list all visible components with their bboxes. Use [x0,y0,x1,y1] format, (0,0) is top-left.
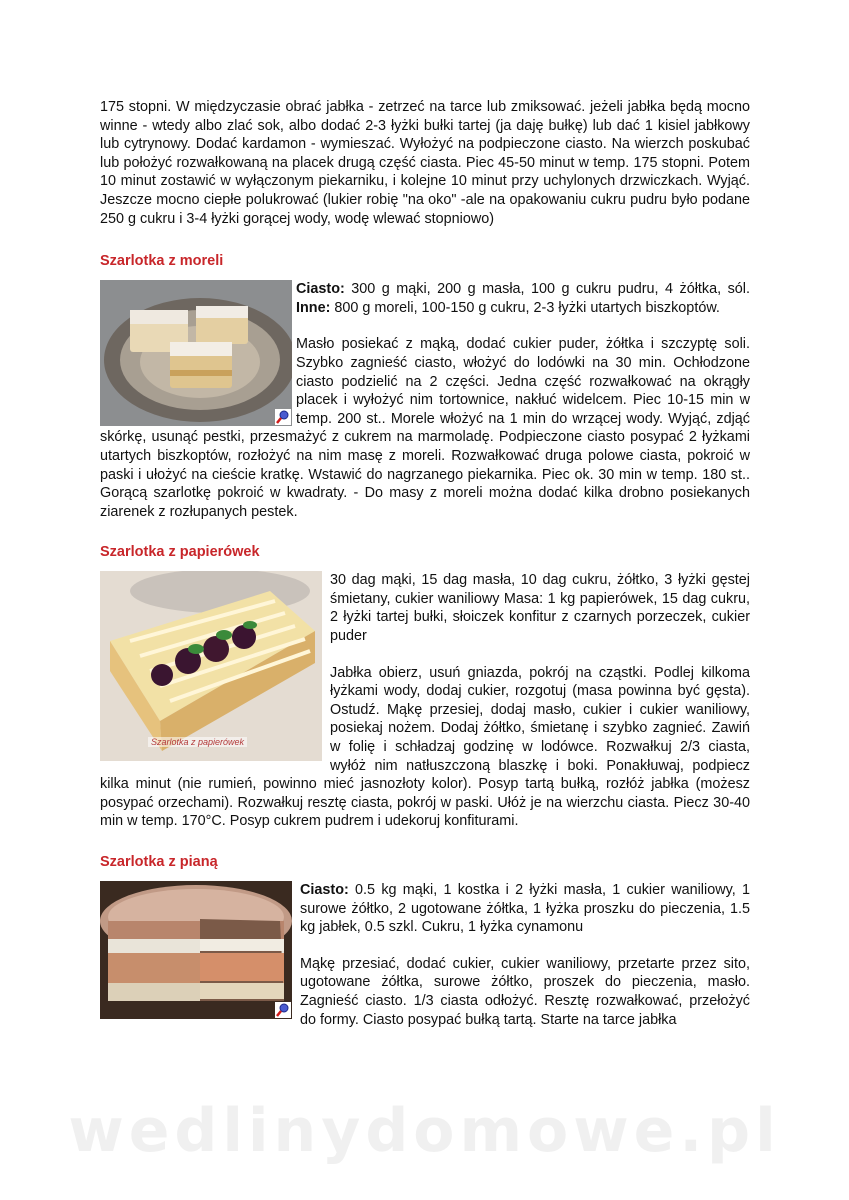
apricot-cake-image [100,280,292,426]
recipe-photo-papierowek [100,571,322,761]
watermark: wedlinydomowe.pl [68,1096,781,1166]
intro-paragraph: 175 stopni. W międzyczasie obrać jabłka - zetrzeć na tarce lub zmiksować. jeżeli jabłka będą mocno winne - wtedy albo zlać sok, albo dodać 2-3 łyżki bułki tartej (ja daję bułkę) lub dać 1 kisiel jabłkowy lub cytrynowy. Dodać kardamon - wymieszać. Wyłożyć na podpieczone ciasto. Na wierzch poskubać lub położyć rozwałkowaną na placek drugą część ciasta. Piec 45-50 minut w temp. 175 stopni. Potem 10 minut zostawić w wyłączonym piekarniku, i kolejne 10 minut przy uchylonych drzwiczkach. Wyjąć. Jeszcze mocno ciepłe polukrować (lukier robię "na oko" -ale na opakowaniu cukru pudru było podane 250 g cukru i 3-4 łyżki gorącej wody, wodę wlewać stopniowo) [100,99,750,227]
recipe-method: Masło posiekać z mąką, dodać cukier puder, żółtka i szczyptę soli. Szybko zagnieść ciasto, włożyć do lodówki na 30 min. Ochłodzone ciasto podzielić na 2 części. Jedna część rozwałkować na okrągły placek i wyłożyć nim tortownice, nakłuć widelcem. Piec 10-15 min w temp. 200 st.. Morele włożyć na 1 min do wrzącej wody. Wyjąć, zdjąć skórkę, usunąć pestki, przesmażyć z cukrem na marmoladę. Podpieczone ciasto posypać 2 łyżkami utartych biszkoptów, rozłożyć na nim masę z moreli. Rozwałkować druga polowe ciasta, pokroić w paski i ułożyć na cieście kratkę. Wstawić do nagrzanego piekarnika. Piec ok. 30 min w temp. 180 st.. Gorącą szarlotkę pokroić w kwadraty. - Do masy z moreli można dodać kilka drobno posiekanych ziarenek z rozłupanych pestek. [100,336,750,520]
zoom-icon[interactable] [275,409,291,425]
zoom-icon[interactable] [275,1002,291,1018]
ingredients-text: 0.5 kg mąki, 1 kostka i 2 łyżki masła, 1 cukier waniliowy, 1 surowe żółtko, 2 ugotowane żółtka, 1 łyżka proszku do pieczenia, 1.5 kg jabłek, 0.5 szkl. Cukru, 1 łyżka cynamonu [300,882,750,936]
recipe-ingredients: 30 dag mąki, 15 dag masła, 10 dag cukru, żółtko, 3 łyżki gęstej śmietany, cukier waniliowy Masa: 1 kg papierówek, 15 dag cukru, 2 łyżki tartej bułki, słoiczek konfitur z czarnych porzeczek, cukier puder [330,572,750,645]
recipe-section-piana [100,853,750,1029]
document-page [100,98,750,1051]
ingredients-text: 800 g moreli, 100-150 g cukru, 2-3 łyżki utartych biszkoptów. [330,299,720,316]
recipe-title: Szarlotka z moreli [100,253,224,270]
meringue-cake-image [100,881,292,1019]
ingredients-label: Ciasto: [300,882,349,898]
apple-cake-image [100,571,322,761]
recipe-photo-moreli [100,280,292,426]
recipe-method: Jabłka obierz, usuń gniazda, pokrój na cząstki. Podlej kilkoma łyżkami wody, dodaj cukier, rozgotuj (masa powinna być gęsta). Ostudź. Mąkę przesiej, dodaj masło, cukier i cukier waniliowy, posiekaj nożem. Dodaj żółtko, śmietanę i szybko zagnieć. Zawiń w folię i schładzaj godzinę w lodówce. Rozwałkuj 2/3 ciasta, wyłóż nim natłuszczoną blaszkę i boki. Ponakłuwaj, podpiecz kilka minut (nie rumień, powinno mieć jasnozłoty kolor). Posyp tartą bułką, rozłóż jabłka (możesz posypać orzechami). Rozwałkuj resztę ciasta, pokrój w paski. Ułóż je na wierzchu ciasta. Piecz 30-40 min w temp. 170°C. Posyp cukrem pudrem i udekoruj konfiturami. [100,664,750,830]
recipe-section-papierowek [100,543,750,831]
ingredients-label: Inne: [296,299,331,316]
ingredients-label: Ciasto: [296,281,345,298]
recipe-title: Szarlotka z papierówek [100,544,260,561]
recipe-method: Mąkę przesiać, dodać cukier, cukier waniliowy, przetarte przez sito, ugotowane żółtka, surowe żółtko, proszek do pieczenia, masło. Zagnieść ciasto. 1/3 ciasta odłożyć. Resztę rozwałkować, przełożyć do formy. Ciasto posypać bułką tartą. Starte na tarce jabłka [300,955,750,1028]
ingredients-text: 300 g mąki, 200 g masła, 100 g cukru pudru, 4 żółtka, sól. [344,281,750,298]
recipe-title: Szarlotka z pianą [100,854,218,870]
recipe-photo-piana [100,881,292,1019]
recipe-section-moreli [100,252,750,521]
photo-caption: Szarlotka z papierówek [148,737,247,747]
